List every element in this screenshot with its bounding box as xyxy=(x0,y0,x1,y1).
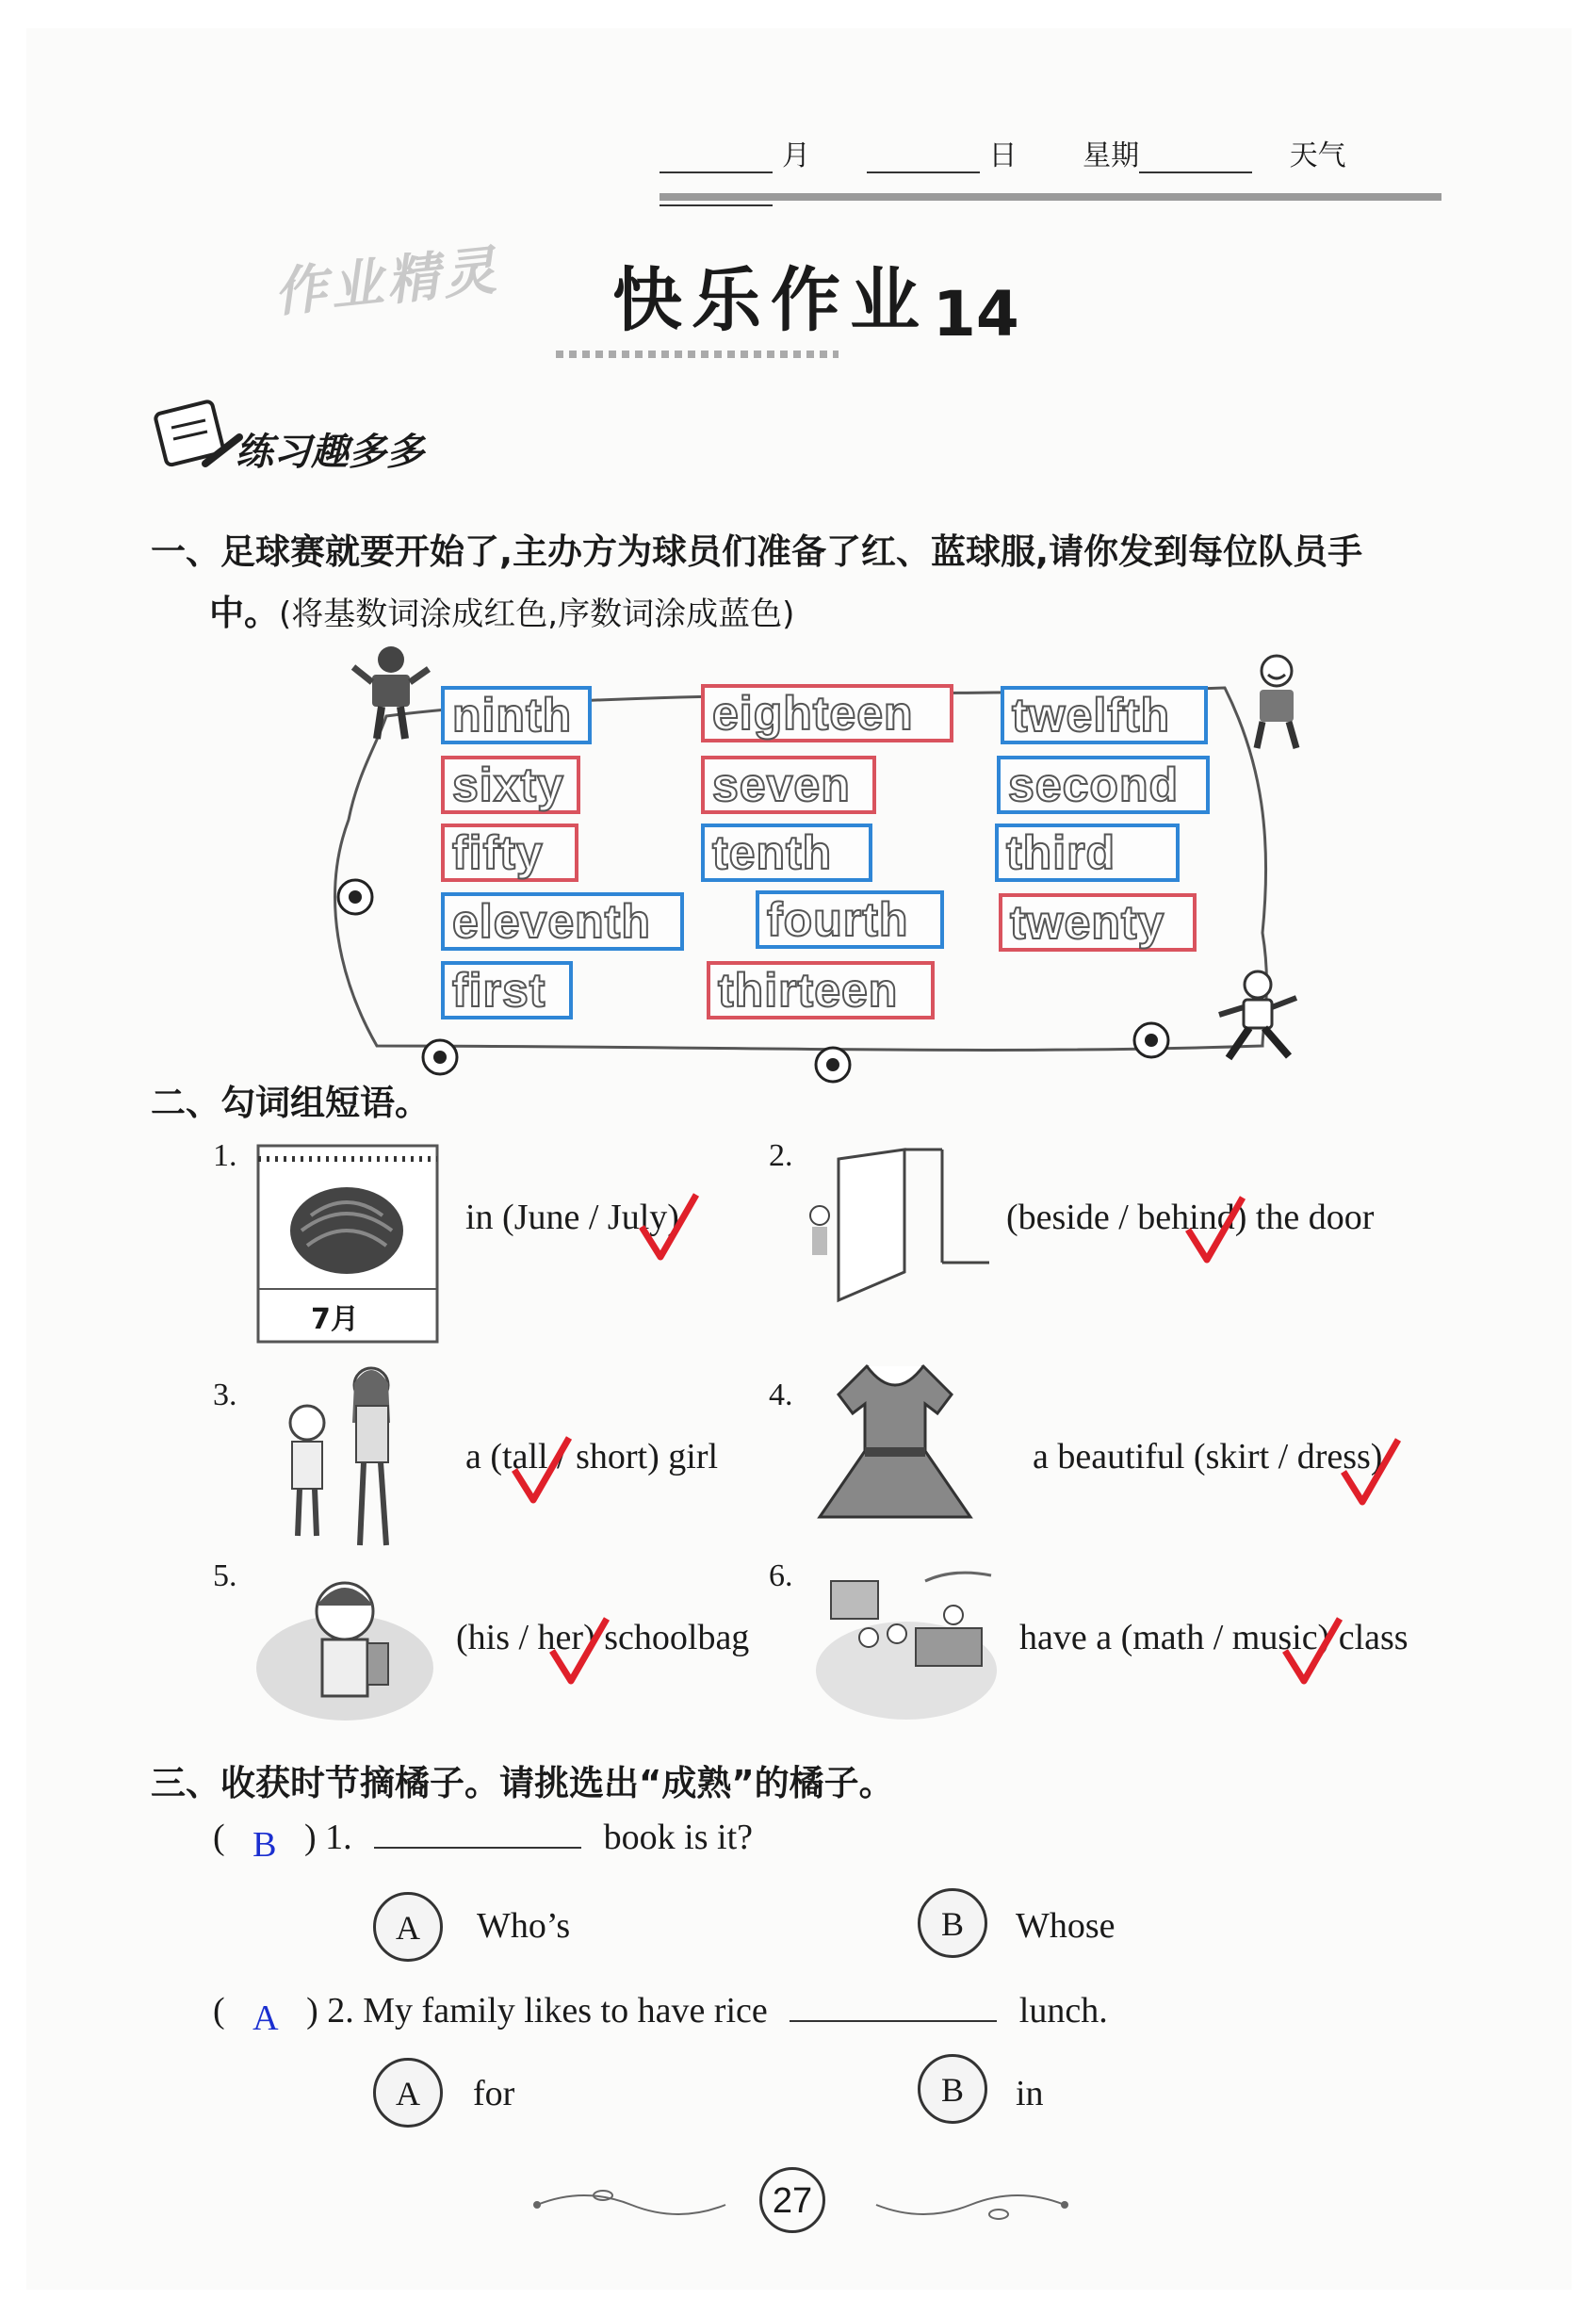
item-number: 6. xyxy=(769,1558,793,1593)
section1-note: (将基数词涂成红色,序数词涂成蓝色) xyxy=(279,595,795,633)
section1-line2-main: 中。 xyxy=(209,593,279,633)
door-icon xyxy=(801,1140,989,1310)
question-text: book is it? xyxy=(603,1818,753,1857)
phrase-2: (beside / behind) the door xyxy=(1006,1198,1375,1237)
option-text: Whose xyxy=(1016,1906,1116,1946)
section1-instruction: 一、足球赛就要开始了,主办方为球员们准备了红、蓝球服,请你发到每位队员手 xyxy=(151,531,1363,572)
word-box[interactable]: twenty xyxy=(999,893,1197,952)
option-orange[interactable]: B xyxy=(918,1888,987,1958)
item-number: 2. xyxy=(769,1138,793,1173)
item-number: 1. xyxy=(213,1138,237,1173)
option-orange[interactable]: A xyxy=(373,1892,443,1962)
paren-open: ( xyxy=(213,1991,225,2031)
question-1 xyxy=(213,1817,753,1865)
tick-mark-icon xyxy=(1182,1192,1248,1267)
option-text: Who’s xyxy=(477,1906,571,1946)
title-dots-divider xyxy=(556,351,839,358)
phrase-6: have a (math / music) class xyxy=(1019,1618,1409,1657)
question-2 xyxy=(213,1990,1108,2038)
date-row xyxy=(660,132,1441,170)
paren-close: ) xyxy=(304,1818,317,1857)
clipboard-pencil-icon xyxy=(151,394,245,479)
boy-and-girl-icon xyxy=(269,1357,430,1555)
phrase-4: a beautiful (skirt / dress) xyxy=(1033,1437,1383,1476)
answer-blank[interactable] xyxy=(374,1819,581,1849)
phrase-3: a (tall / short) girl xyxy=(465,1437,719,1476)
title-number: 14 xyxy=(933,278,1019,351)
day-blank xyxy=(867,149,980,173)
paren-close: ) xyxy=(306,1991,318,2031)
word-box[interactable]: eighteen xyxy=(701,684,953,742)
badge-text: 练习趣多多 xyxy=(236,431,424,474)
item-number: 4. xyxy=(769,1378,793,1412)
word-box[interactable]: seven xyxy=(701,756,876,814)
question-text-end: lunch. xyxy=(1018,1991,1108,2031)
header-rule xyxy=(660,193,1441,201)
word-box[interactable]: twelfth xyxy=(1001,686,1208,744)
word-box[interactable]: eleventh xyxy=(441,892,684,951)
month-label: 月 xyxy=(782,139,810,172)
option-orange[interactable]: A xyxy=(373,2058,443,2128)
word-box[interactable]: tenth xyxy=(701,824,872,882)
word-box[interactable]: ninth xyxy=(441,686,592,744)
word-field xyxy=(320,650,1319,1065)
phrase-1: in (June / July) xyxy=(465,1198,679,1237)
word-box[interactable]: third xyxy=(995,824,1180,882)
tick-mark-icon xyxy=(509,1432,575,1508)
girl-with-schoolbag-icon xyxy=(251,1564,439,1724)
page-number: 27 xyxy=(759,2167,825,2233)
word-box[interactable]: fourth xyxy=(756,890,944,949)
question-text: My family likes to have rice xyxy=(363,1991,768,2031)
watermark: 作业精灵 xyxy=(270,239,503,325)
item-number: 5. xyxy=(213,1558,237,1593)
word-box[interactable]: second xyxy=(997,756,1210,814)
weekday-label: 星期 xyxy=(1083,139,1140,172)
question-number: 1. xyxy=(325,1818,352,1857)
calendar-label: 7月 xyxy=(311,1303,359,1336)
answer-blank[interactable] xyxy=(790,1992,997,2022)
weekday-blank xyxy=(1139,149,1252,173)
weather-label: 天气 xyxy=(1289,139,1346,172)
word-box[interactable]: fifty xyxy=(441,824,578,882)
question-number: 2. xyxy=(327,1991,354,2031)
section2-heading: 二、勾词组短语。 xyxy=(151,1083,430,1123)
option-orange[interactable]: B xyxy=(918,2054,987,2124)
phrase-5: (his / her) schoolbag xyxy=(456,1618,750,1657)
item-number: 3. xyxy=(213,1378,237,1412)
option-text: in xyxy=(1016,2074,1044,2113)
word-box[interactable]: thirteen xyxy=(707,961,935,1019)
word-box[interactable]: sixty xyxy=(441,756,580,814)
answer-1[interactable]: B xyxy=(252,1825,277,1865)
tick-mark-icon xyxy=(546,1613,612,1688)
dress-icon xyxy=(810,1357,980,1536)
section1-instruction-cont xyxy=(209,584,794,635)
paren-open: ( xyxy=(213,1818,225,1857)
tick-mark-icon xyxy=(1338,1434,1404,1509)
answer-2[interactable]: A xyxy=(252,1998,279,2038)
tick-mark-icon xyxy=(636,1189,702,1264)
music-class-icon xyxy=(812,1562,1001,1722)
word-box[interactable]: first xyxy=(441,961,573,1019)
option-text: for xyxy=(473,2074,515,2113)
section3-heading: 三、收获时节摘橘子。请挑选出“成熟”的橘子。 xyxy=(151,1763,894,1803)
month-blank xyxy=(660,149,773,173)
page-title: 快乐作业 xyxy=(612,260,929,341)
tick-mark-icon xyxy=(1279,1613,1345,1688)
day-label: 日 xyxy=(988,139,1018,172)
